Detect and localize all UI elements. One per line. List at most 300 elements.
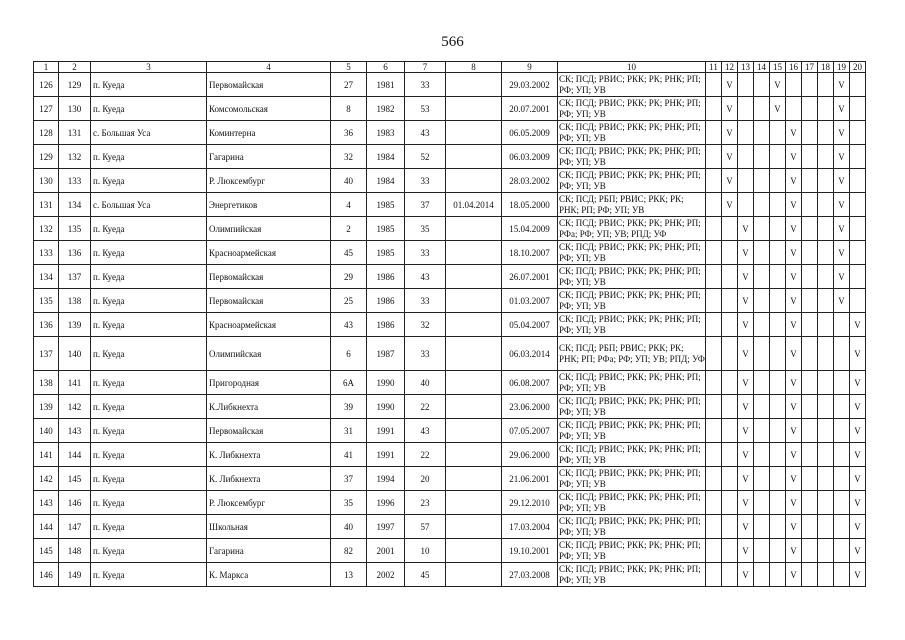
settlement-cell: с. Большая Уса [91, 193, 207, 217]
mark-cell-col-12: V [722, 73, 738, 97]
date-cell: 01.04.2014 [446, 193, 502, 217]
house-number-cell: 31 [331, 419, 367, 443]
mark-cell-col-11 [706, 169, 722, 193]
house-number-cell: 13 [331, 563, 367, 587]
date-cell [446, 337, 502, 371]
mark-cell-col-13 [738, 121, 754, 145]
wear-percent-cell: 40 [405, 371, 446, 395]
table-row [34, 169, 866, 193]
mark-cell-col-14 [754, 193, 770, 217]
mark-cell-col-19 [834, 443, 850, 467]
header-col-14: 14 [754, 62, 770, 73]
mark-cell-col-15 [770, 265, 786, 289]
mark-cell-col-19 [834, 371, 850, 395]
header-col-7: 7 [405, 62, 446, 73]
mark-cell-col-20: V [850, 467, 866, 491]
mark-cell-col-11 [706, 97, 722, 121]
wear-percent-cell: 32 [405, 313, 446, 337]
year-built-cell: 1986 [367, 265, 405, 289]
mark-cell-col-19: V [834, 241, 850, 265]
year-built-cell: 1986 [367, 313, 405, 337]
year-built-cell: 1983 [367, 121, 405, 145]
mark-cell-col-13: V [738, 395, 754, 419]
street-cell: Красноармейская [207, 241, 331, 265]
date-cell [446, 539, 502, 563]
street-cell: Олимпийская [207, 217, 331, 241]
mark-cell-col-13: V [738, 443, 754, 467]
mark-cell-col-15 [770, 121, 786, 145]
street-cell: Р. Люксембург [207, 169, 331, 193]
works-list-cell: СК; ПСД; РВИС; РКК; РК; РНК; РП; РФ; УП; УВ [558, 371, 706, 395]
mark-cell-col-15 [770, 313, 786, 337]
row-number: 145 [34, 539, 59, 563]
settlement-cell: с. Большая Уса [91, 121, 207, 145]
mark-cell-col-17 [802, 419, 818, 443]
date-cell [446, 121, 502, 145]
header-row [34, 62, 866, 73]
page-number: 566 [441, 34, 464, 50]
house-number-cell: 40 [331, 515, 367, 539]
mark-cell-col-18 [818, 491, 834, 515]
mark-cell-col-20: V [850, 371, 866, 395]
mark-cell-col-17 [802, 395, 818, 419]
row-number: 137 [34, 337, 59, 371]
mark-cell-col-20 [850, 121, 866, 145]
header-col-16: 16 [786, 62, 802, 73]
mark-cell-col-12 [722, 563, 738, 587]
mark-cell-col-17 [802, 145, 818, 169]
record-number: 144 [59, 443, 91, 467]
mark-cell-col-17 [802, 241, 818, 265]
mark-cell-col-19: V [834, 193, 850, 217]
mark-cell-col-17 [802, 169, 818, 193]
mark-cell-col-17 [802, 443, 818, 467]
settlement-cell: п. Куеда [91, 313, 207, 337]
works-list-cell: СК; ПСД; РВИС; РКК; РК; РНК; РП; РФ; УП; УВ [558, 289, 706, 313]
header-col-19: 19 [834, 62, 850, 73]
mark-cell-col-18 [818, 313, 834, 337]
mark-cell-col-14 [754, 241, 770, 265]
date-cell [446, 515, 502, 539]
row-number: 146 [34, 563, 59, 587]
mark-cell-col-20 [850, 73, 866, 97]
mark-cell-col-14 [754, 539, 770, 563]
mark-cell-col-16: V [786, 265, 802, 289]
mark-cell-col-18 [818, 169, 834, 193]
record-number: 149 [59, 563, 91, 587]
mark-cell-col-14 [754, 289, 770, 313]
mark-cell-col-17 [802, 217, 818, 241]
works-list-cell: СК; ПСД; РВИС; РКК; РК; РНК; РП; РФа; РФ; УП; УВ; РПД; УФ [558, 217, 706, 241]
mark-cell-col-12 [722, 289, 738, 313]
mark-cell-col-14 [754, 217, 770, 241]
mark-cell-col-11 [706, 121, 722, 145]
table-row [34, 193, 866, 217]
year-built-cell: 2002 [367, 563, 405, 587]
mark-cell-col-12 [722, 217, 738, 241]
mark-cell-col-19 [834, 467, 850, 491]
mark-cell-col-12 [722, 395, 738, 419]
record-number: 140 [59, 337, 91, 371]
table-row [34, 73, 866, 97]
row-number: 127 [34, 97, 59, 121]
house-number-cell: 8 [331, 97, 367, 121]
mark-cell-col-20 [850, 265, 866, 289]
mark-cell-col-15 [770, 515, 786, 539]
mark-cell-col-17 [802, 337, 818, 371]
works-list-cell: СК; ПСД; РВИС; РКК; РК; РНК; РП; РФ; УП; УВ [558, 419, 706, 443]
mark-cell-col-18 [818, 193, 834, 217]
wear-percent-cell: 37 [405, 193, 446, 217]
mark-cell-col-13: V [738, 289, 754, 313]
mark-cell-col-12: V [722, 121, 738, 145]
mark-cell-col-12 [722, 265, 738, 289]
mark-cell-col-12 [722, 443, 738, 467]
street-cell: Олимпийская [207, 337, 331, 371]
mark-cell-col-18 [818, 371, 834, 395]
mark-cell-col-14 [754, 491, 770, 515]
table-row [34, 265, 866, 289]
inspection-date-cell: 27.03.2008 [502, 563, 558, 587]
street-cell: К. Либкнехта [207, 467, 331, 491]
year-built-cell: 1982 [367, 97, 405, 121]
mark-cell-col-11 [706, 419, 722, 443]
works-list-cell: СК; ПСД; РВИС; РКК; РК; РНК; РП; РФ; УП; УВ [558, 515, 706, 539]
mark-cell-col-12 [722, 419, 738, 443]
header-col-20: 20 [850, 62, 866, 73]
mark-cell-col-14 [754, 443, 770, 467]
street-cell: Коминтерна [207, 121, 331, 145]
street-cell: Пригородная [207, 371, 331, 395]
mark-cell-col-12 [722, 467, 738, 491]
inspection-date-cell: 29.03.2002 [502, 73, 558, 97]
mark-cell-col-13 [738, 169, 754, 193]
record-number: 133 [59, 169, 91, 193]
date-cell [446, 241, 502, 265]
mark-cell-col-16 [786, 97, 802, 121]
mark-cell-col-13: V [738, 539, 754, 563]
mark-cell-col-18 [818, 73, 834, 97]
year-built-cell: 1981 [367, 73, 405, 97]
house-number-cell: 41 [331, 443, 367, 467]
street-cell: К.Либкнехта [207, 395, 331, 419]
settlement-cell: п. Куеда [91, 443, 207, 467]
mark-cell-col-14 [754, 169, 770, 193]
mark-cell-col-18 [818, 395, 834, 419]
mark-cell-col-16: V [786, 121, 802, 145]
date-cell [446, 169, 502, 193]
settlement-cell: п. Куеда [91, 169, 207, 193]
mark-cell-col-14 [754, 121, 770, 145]
inspection-date-cell: 06.03.2009 [502, 145, 558, 169]
house-number-cell: 82 [331, 539, 367, 563]
header-col-13: 13 [738, 62, 754, 73]
street-cell: Гагарина [207, 539, 331, 563]
mark-cell-col-13: V [738, 265, 754, 289]
mark-cell-col-20: V [850, 313, 866, 337]
wear-percent-cell: 33 [405, 169, 446, 193]
date-cell [446, 145, 502, 169]
mark-cell-col-14 [754, 337, 770, 371]
works-list-cell: СК; ПСД; РВИС; РКК; РК; РНК; РП; РФ; УП; УВ [558, 97, 706, 121]
mark-cell-col-15 [770, 491, 786, 515]
inspection-date-cell: 23.06.2000 [502, 395, 558, 419]
mark-cell-col-20 [850, 289, 866, 313]
mark-cell-col-14 [754, 371, 770, 395]
mark-cell-col-12 [722, 491, 738, 515]
mark-cell-col-19 [834, 337, 850, 371]
inspection-date-cell: 06.08.2007 [502, 371, 558, 395]
settlement-cell: п. Куеда [91, 241, 207, 265]
house-number-cell: 4 [331, 193, 367, 217]
mark-cell-col-15 [770, 193, 786, 217]
mark-cell-col-14 [754, 265, 770, 289]
street-cell: Гагарина [207, 145, 331, 169]
mark-cell-col-15 [770, 217, 786, 241]
mark-cell-col-17 [802, 73, 818, 97]
housing-table [33, 61, 866, 587]
mark-cell-col-18 [818, 419, 834, 443]
record-number: 146 [59, 491, 91, 515]
mark-cell-col-18 [818, 563, 834, 587]
row-number: 136 [34, 313, 59, 337]
year-built-cell: 2001 [367, 539, 405, 563]
settlement-cell: п. Куеда [91, 217, 207, 241]
mark-cell-col-15 [770, 289, 786, 313]
works-list-cell: СК; ПСД; РВИС; РКК; РК; РНК; РП; РФ; УП; УВ [558, 395, 706, 419]
mark-cell-col-18 [818, 145, 834, 169]
date-cell [446, 563, 502, 587]
record-number: 130 [59, 97, 91, 121]
mark-cell-col-19: V [834, 145, 850, 169]
mark-cell-col-12 [722, 515, 738, 539]
mark-cell-col-19: V [834, 265, 850, 289]
wear-percent-cell: 43 [405, 265, 446, 289]
record-number: 132 [59, 145, 91, 169]
street-cell: Первомайская [207, 73, 331, 97]
mark-cell-col-11 [706, 467, 722, 491]
mark-cell-col-13: V [738, 313, 754, 337]
mark-cell-col-20: V [850, 337, 866, 371]
row-number: 126 [34, 73, 59, 97]
works-list-cell: СК; ПСД; РВИС; РКК; РК; РНК; РП; РФ; УП; УВ [558, 121, 706, 145]
house-number-cell: 27 [331, 73, 367, 97]
mark-cell-col-15 [770, 395, 786, 419]
mark-cell-col-11 [706, 193, 722, 217]
record-number: 148 [59, 539, 91, 563]
row-number: 143 [34, 491, 59, 515]
date-cell [446, 265, 502, 289]
header-col-11: 11 [706, 62, 722, 73]
house-number-cell: 37 [331, 467, 367, 491]
mark-cell-col-17 [802, 193, 818, 217]
record-number: 147 [59, 515, 91, 539]
header-col-2: 2 [59, 62, 91, 73]
mark-cell-col-19 [834, 419, 850, 443]
works-list-cell: СК; ПСД; РВИС; РКК; РК; РНК; РП; РФ; УП; УВ [558, 265, 706, 289]
wear-percent-cell: 52 [405, 145, 446, 169]
mark-cell-col-11 [706, 515, 722, 539]
settlement-cell: п. Куеда [91, 395, 207, 419]
mark-cell-col-15 [770, 443, 786, 467]
table-row [34, 289, 866, 313]
mark-cell-col-13: V [738, 371, 754, 395]
header-col-4: 4 [207, 62, 331, 73]
mark-cell-col-18 [818, 217, 834, 241]
inspection-date-cell: 17.03.2004 [502, 515, 558, 539]
mark-cell-col-20: V [850, 491, 866, 515]
record-number: 137 [59, 265, 91, 289]
record-number: 129 [59, 73, 91, 97]
mark-cell-col-19: V [834, 289, 850, 313]
row-number: 134 [34, 265, 59, 289]
mark-cell-col-14 [754, 97, 770, 121]
row-number: 142 [34, 467, 59, 491]
header-col-15: 15 [770, 62, 786, 73]
table-body [34, 73, 866, 587]
wear-percent-cell: 22 [405, 443, 446, 467]
mark-cell-col-12: V [722, 145, 738, 169]
mark-cell-col-15 [770, 467, 786, 491]
mark-cell-col-20 [850, 217, 866, 241]
mark-cell-col-19: V [834, 97, 850, 121]
street-cell: Комсомольская [207, 97, 331, 121]
settlement-cell: п. Куеда [91, 337, 207, 371]
mark-cell-col-16: V [786, 467, 802, 491]
house-number-cell: 43 [331, 313, 367, 337]
works-list-cell: СК; ПСД; РВИС; РКК; РК; РНК; РП; РФ; УП; УВ [558, 241, 706, 265]
year-built-cell: 1985 [367, 217, 405, 241]
mark-cell-col-11 [706, 491, 722, 515]
row-number: 132 [34, 217, 59, 241]
mark-cell-col-19: V [834, 121, 850, 145]
year-built-cell: 1990 [367, 371, 405, 395]
row-number: 144 [34, 515, 59, 539]
header-col-12: 12 [722, 62, 738, 73]
table-row [34, 515, 866, 539]
works-list-cell: СК; ПСД; РВИС; РКК; РК; РНК; РП; РФ; УП; УВ [558, 73, 706, 97]
inspection-date-cell: 29.06.2000 [502, 443, 558, 467]
mark-cell-col-15 [770, 563, 786, 587]
mark-cell-col-17 [802, 121, 818, 145]
mark-cell-col-12: V [722, 169, 738, 193]
street-cell: Энергетиков [207, 193, 331, 217]
settlement-cell: п. Куеда [91, 515, 207, 539]
date-cell [446, 419, 502, 443]
settlement-cell: п. Куеда [91, 419, 207, 443]
mark-cell-col-20 [850, 145, 866, 169]
mark-cell-col-13: V [738, 515, 754, 539]
record-number: 134 [59, 193, 91, 217]
mark-cell-col-17 [802, 515, 818, 539]
wear-percent-cell: 22 [405, 395, 446, 419]
table-row [34, 563, 866, 587]
table-row [34, 539, 866, 563]
row-number: 128 [34, 121, 59, 145]
house-number-cell: 35 [331, 491, 367, 515]
mark-cell-col-20: V [850, 563, 866, 587]
record-number: 136 [59, 241, 91, 265]
year-built-cell: 1984 [367, 145, 405, 169]
settlement-cell: п. Куеда [91, 145, 207, 169]
year-built-cell: 1984 [367, 169, 405, 193]
wear-percent-cell: 43 [405, 121, 446, 145]
mark-cell-col-20: V [850, 419, 866, 443]
house-number-cell: 6А [331, 371, 367, 395]
header-col-8: 8 [446, 62, 502, 73]
year-built-cell: 1990 [367, 395, 405, 419]
mark-cell-col-20 [850, 193, 866, 217]
header-col-6: 6 [367, 62, 405, 73]
works-list-cell: СК; ПСД; РВИС; РКК; РК; РНК; РП; РФ; УП; УВ [558, 145, 706, 169]
year-built-cell: 1997 [367, 515, 405, 539]
date-cell [446, 395, 502, 419]
table-row [34, 419, 866, 443]
inspection-date-cell: 21.06.2001 [502, 467, 558, 491]
mark-cell-col-18 [818, 289, 834, 313]
inspection-date-cell: 29.12.2010 [502, 491, 558, 515]
date-cell [446, 97, 502, 121]
works-list-cell: СК; ПСД; РВИС; РКК; РК; РНК; РП; РФ; УП; УВ [558, 491, 706, 515]
house-number-cell: 25 [331, 289, 367, 313]
mark-cell-col-14 [754, 419, 770, 443]
row-number: 139 [34, 395, 59, 419]
date-cell [446, 313, 502, 337]
wear-percent-cell: 35 [405, 217, 446, 241]
mark-cell-col-16: V [786, 443, 802, 467]
wear-percent-cell: 33 [405, 73, 446, 97]
inspection-date-cell: 05.04.2007 [502, 313, 558, 337]
record-number: 138 [59, 289, 91, 313]
record-number: 145 [59, 467, 91, 491]
mark-cell-col-16: V [786, 539, 802, 563]
date-cell [446, 491, 502, 515]
street-cell: Первомайская [207, 265, 331, 289]
row-number: 135 [34, 289, 59, 313]
street-cell: Школьная [207, 515, 331, 539]
works-list-cell: СК; ПСД; РВИС; РКК; РК; РНК; РП; РФ; УП; УВ [558, 563, 706, 587]
mark-cell-col-11 [706, 145, 722, 169]
house-number-cell: 32 [331, 145, 367, 169]
mark-cell-col-19 [834, 313, 850, 337]
date-cell [446, 467, 502, 491]
row-number: 131 [34, 193, 59, 217]
wear-percent-cell: 10 [405, 539, 446, 563]
row-number: 141 [34, 443, 59, 467]
street-cell: Первомайская [207, 419, 331, 443]
date-cell [446, 443, 502, 467]
year-built-cell: 1985 [367, 193, 405, 217]
mark-cell-col-12: V [722, 193, 738, 217]
header-col-1: 1 [34, 62, 59, 73]
inspection-date-cell: 06.05.2009 [502, 121, 558, 145]
inspection-date-cell: 01.03.2007 [502, 289, 558, 313]
mark-cell-col-17 [802, 563, 818, 587]
mark-cell-col-13: V [738, 241, 754, 265]
inspection-date-cell: 19.10.2001 [502, 539, 558, 563]
date-cell [446, 217, 502, 241]
mark-cell-col-18 [818, 337, 834, 371]
year-built-cell: 1985 [367, 241, 405, 265]
mark-cell-col-11 [706, 337, 722, 371]
mark-cell-col-15 [770, 419, 786, 443]
mark-cell-col-11 [706, 217, 722, 241]
inspection-date-cell: 07.05.2007 [502, 419, 558, 443]
year-built-cell: 1987 [367, 337, 405, 371]
mark-cell-col-18 [818, 467, 834, 491]
table-row [34, 371, 866, 395]
wear-percent-cell: 45 [405, 563, 446, 587]
